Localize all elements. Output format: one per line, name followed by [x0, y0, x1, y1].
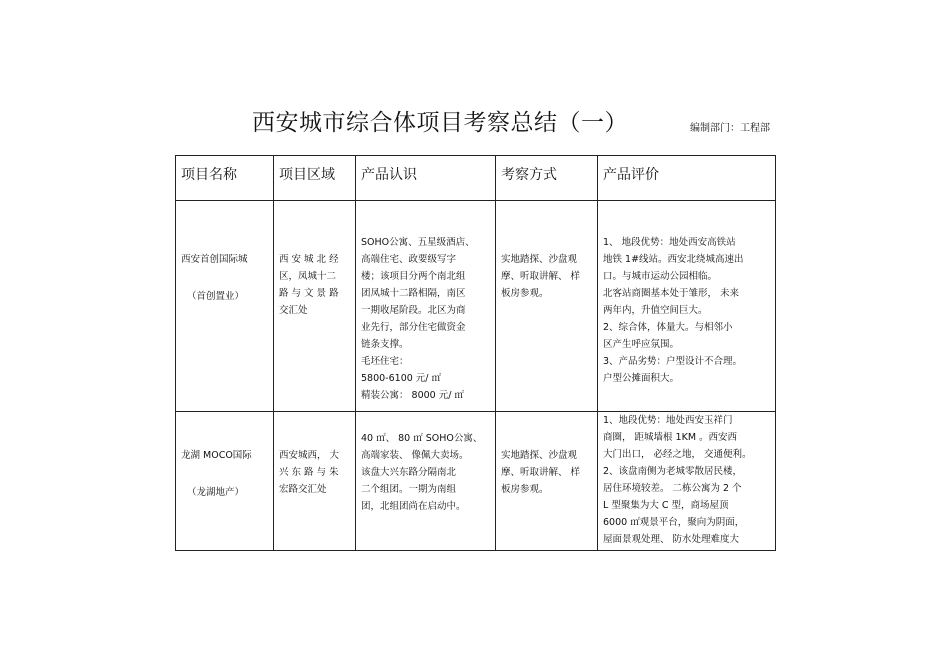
evaluation-line: 户型公摊面积大。 [603, 373, 680, 384]
method-line: 实地踏探、沙盘观 [501, 450, 578, 461]
evaluation-line: 商圈， 距城墙根 1KM 。西安西 [603, 432, 738, 443]
method-line: 板房参观。 [501, 484, 549, 495]
evaluation-line: 北客站商圈基本处于雏形， 未来 [603, 288, 740, 299]
area-line: 兴 东 路 与 朱 [279, 467, 339, 478]
method-line: 摩、听取讲解、 样 [501, 467, 581, 478]
product-line: 40 ㎡、 80 ㎡ SOHO公寓、 [361, 433, 483, 444]
evaluation-line: 6000 ㎡观景平台，聚向为阴面， [603, 517, 745, 528]
header-project-area: 项目区域 [274, 156, 356, 201]
product-line: 该盘大兴东路分隔南北 [361, 467, 457, 478]
header-survey-method: 考察方式 [496, 156, 598, 201]
project-area-cell [274, 201, 356, 412]
area-line: 路 与 文 景 路 [279, 288, 339, 299]
evaluation-cell [598, 201, 776, 412]
product-line: 团凤城十二路相隔，南区 [361, 288, 466, 299]
area-line: 西 安 城 北 经 [279, 254, 339, 265]
evaluation-line: 区产生呼应氛围。 [603, 339, 680, 350]
evaluation-line: 1、地段优势：地处西安玉祥门 [603, 415, 733, 426]
product-cell [356, 201, 496, 412]
evaluation-line: 地铁 1#线站。西安北绕城高速出 [603, 254, 744, 265]
evaluation-line: 屋面景观处理、 防水处理难度大 [603, 534, 740, 545]
evaluation-line: 大门出口， 必经之地， 交通便利。 [603, 449, 752, 460]
project-name-cell [176, 412, 274, 551]
product-line: SOHO公寓、五星级酒店、 [361, 237, 475, 248]
area-line: 西安城西， 大 [279, 450, 340, 461]
method-line: 板房参观。 [501, 288, 549, 299]
evaluation-line: 2、综合体，体量大。与相邻小 [603, 322, 733, 333]
project-name-cell [176, 201, 274, 412]
product-line: 二个组团。一期为南组 [361, 484, 457, 495]
department-label: 编制部门：工程部 [690, 123, 770, 134]
evaluation-line: 2、该盘南侧为老城零散居民楼， [603, 466, 743, 477]
area-line: 宏路交汇处 [279, 484, 327, 495]
project-developer: （首创置业） [187, 291, 245, 302]
header-project-name: 项目名称 [176, 156, 274, 201]
table-header-row [176, 156, 776, 201]
product-line: 5800-6100 元/ ㎡ [361, 373, 442, 384]
survey-method-cell [496, 201, 598, 412]
project-name: 西安首创国际城 [181, 254, 248, 265]
evaluation-line: 口。与城市运动公园相临。 [603, 271, 718, 282]
header-product-knowledge: 产品认识 [356, 156, 496, 201]
product-line: 高端家装、 像佩大卖场。 [361, 450, 469, 461]
product-cell [356, 412, 496, 551]
product-line: 精装公寓： 8000 元/ ㎡ [361, 390, 464, 401]
table-row [176, 412, 776, 551]
product-line: 业先行，部分住宅做资金 [361, 322, 466, 333]
evaluation-line: 1、 地段优势：地处西安高铁站 [603, 237, 736, 248]
product-line: 链条支撑。 [361, 339, 409, 350]
evaluation-line: 两年内，升值空间巨大。 [603, 305, 708, 316]
evaluation-cell [598, 412, 776, 551]
area-line: 区，凤城十二 [279, 271, 337, 282]
document-title: 西安城市综合体项目考察总结（一） [252, 110, 628, 136]
project-name: 龙湖 MOCO国际 [181, 450, 252, 461]
evaluation-line: 居住环境较差。 二栋公寓为 2 个 [603, 483, 742, 494]
product-line: 毛坯住宅： [361, 356, 409, 367]
evaluation-line: L 型聚集为大 C 型，商场屋顶 [603, 500, 729, 511]
product-line: 高端住宅、政要级写字 [361, 254, 457, 265]
method-line: 摩、听取讲解、 样 [501, 271, 581, 282]
header-product-evaluation: 产品评价 [598, 156, 776, 201]
survey-method-cell [496, 412, 598, 551]
product-line: 一期收尾阶段。北区为商 [361, 305, 466, 316]
survey-table [175, 155, 776, 551]
table-row [176, 201, 776, 412]
project-developer: （龙湖地产） [187, 487, 245, 498]
method-line: 实地踏探、沙盘观 [501, 254, 578, 265]
area-line: 交汇处 [279, 305, 308, 316]
product-line: 团，北组团尚在启动中。 [361, 501, 466, 512]
evaluation-line: 3、产品劣势：户型设计不合理。 [603, 356, 743, 367]
project-area-cell [274, 412, 356, 551]
product-line: 楼；该项目分两个南北组 [361, 271, 466, 282]
